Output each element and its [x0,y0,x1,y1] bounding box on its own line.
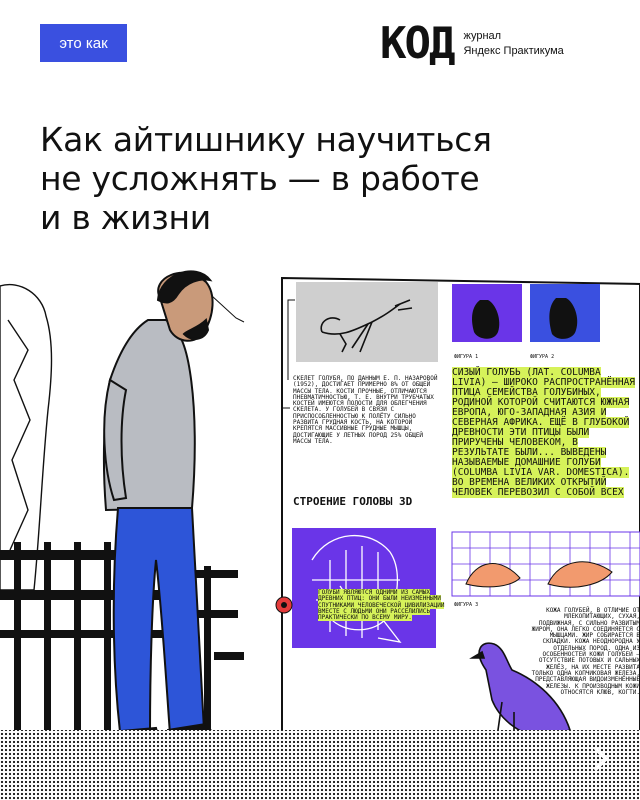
page-title [40,120,600,237]
title-line-3: и в жизни [40,198,211,237]
fig-2-caption: ФИГУРА 2 [530,354,555,360]
fig-1-caption: ФИГУРА 1 [454,354,479,360]
skeleton-description: СКЕЛЕТ ГОЛУБЯ, ПО ДАННЫМ Е. П. НАЗАРОВОЙ (1952), ДОСТИГАЕТ ПРИМЕРНО 8% ОТ ОБЩЕЙ МАССЫ ТЕЛА. КОСТИ ПРОЧНЫЕ, ОТЛИЧАЮТСЯ ПНЕВМАТИЧНОСТЬЮ, Т. Е. ВНУТРИ ТРУБЧАТЫХ КОСТЕЙ ИМЕЮТСЯ ПОЛОСТИ ДЛЯ ОБЛЕГЧЕНИЯ СКЕЛЕТА. У ГОЛУБЕЙ В СВЯЗИ С ПРИСПОСОБЛЕННОСТЬЮ К ПОЛЁТУ СИЛЬНО РАЗВИТА ГРУДНАЯ КОСТЬ, НА КОТОРОЙ КРЕПЯТСЯ МАССИВНЫЕ ГРУДНЫЕ МЫШЦЫ, ДОСТИГАЮЩИЕ У ЛЕТНЫХ ПОРОД 25% ОБЩЕЙ МАССЫ ТЕЛА. [293,375,438,445]
chevron-right-icon [585,743,617,775]
skin-description: КОЖА ГОЛУБЕЙ, В ОТЛИЧИЕ ОТ МЛЕКОПИТАЮЩИХ, СУХАЯ, ПОДВИЖНАЯ, С СИЛЬНО РАЗВИТЫМ ЖИРОМ, ОНА ЛЕГКО СОЕДИНЯЕТСЯ С МЫШЦАМИ. ЖИР СОБИРАЕТСЯ В СКЛАДКИ. КОЖА НЕОДНОРОДНА У ОТДЕЛЬНЫХ ПОРОД. ОДНА ИЗ ОСОБЕННОСТЕЙ КОЖИ ГОЛУБЕЙ — ОТСУТСТВИЕ ПОТОВЫХ И САЛЬНЫХ ЖЕЛЁЗ, НА ИХ МЕСТЕ РАЗВИТА ТОЛЬКО ОДНА КОПЧИКОВАЯ ЖЕЛЕЗА, ПРЕДСТАВЛЯЮЩАЯ ВИДОИЗМЕНЁННЫЕ ЖЕЛЕЗЫ. К ПРОИЗВОДНЫМ КОЖИ ОТНОСЯТСЯ КЛЮВ, КОГТИ. [531,607,640,696]
bush-drawing [0,285,52,590]
title-line-1: Как айтишнику научиться [40,120,492,159]
article-text [452,368,640,526]
fig-3-caption: ФИГУРА 3 [454,602,479,608]
tag-button[interactable]: это как [40,24,127,62]
ancient-birds-text [318,590,458,654]
logo-mark: КОД [380,18,454,69]
article-text-body: СИЗЫЙ ГОЛУБЬ (ЛАТ. COLUMBA LIVIA) — ШИРОКО РАСПРОСТРАНЁННАЯ ПТИЦА СЕМЕЙСТВА ГОЛУБИНЫХ, РОДИНОЙ КОТОРОЙ СЧИТАЮТСЯ ЮЖНАЯ ЕВРОПА, ЮГО-ЗАПАДНАЯ АЗИЯ И СЕВЕРНАЯ АФРИКА. ЕЩЁ В ГЛУБОКОЙ ДРЕВНОСТИ ЭТИ ПТИЦЫ БЫЛИ ПРИРУЧЕНЫ ЧЕЛОВЕКОМ, В РЕЗУЛЬТАТЕ БЫЛИ... ВЫВЕДЕНЫ НАЗЫВАЕМЫЕ ДОМАШНИЕ ГОЛУБИ (COLUMBA LIVIA VAR. DOMESTICA). ВО ВРЕМЕНА ВЕЛИКИХ ОТКРЫТИЙ ЧЕЛОВЕК ПЕРЕВОЗИЛ С СОБОЙ ВСЕХ [452,367,636,498]
illustration-art [0,260,640,800]
man-drawing [104,271,244,746]
ground-halftone [0,730,640,800]
logo[interactable] [380,20,564,68]
ancient-birds-body: ГОЛУБИ ЯВЛЯЮТСЯ ОДНИМИ ИЗ САМЫХ ДРЕВНИХ ПТИЦ: ОНИ БЫЛИ НЕИЗМЕННЫМИ СПУТНИКАМИ ЧЕЛОВЕЧЕСКОЙ ЦИВИЛИЗАЦИИ ВМЕСТЕ С ЛЮДЬМИ ОНИ РАССЕЛИЛИСЬ ПРАКТИЧЕСКИ ПО ВСЕМУ МИРУ. [318,589,445,622]
illustration [0,260,640,800]
skeleton-image [296,282,438,362]
logo-subtitle-line1: журнал [463,30,502,43]
next-slide-button[interactable] [585,743,617,775]
head-structure-title: СТРОЕНИЕ ГОЛОВЫ 3D [293,495,413,508]
title-line-2: не усложнять — в работе [40,159,480,198]
logo-subtitle [463,29,563,59]
logo-subtitle-line2: Яндекс Практикума [463,45,564,57]
